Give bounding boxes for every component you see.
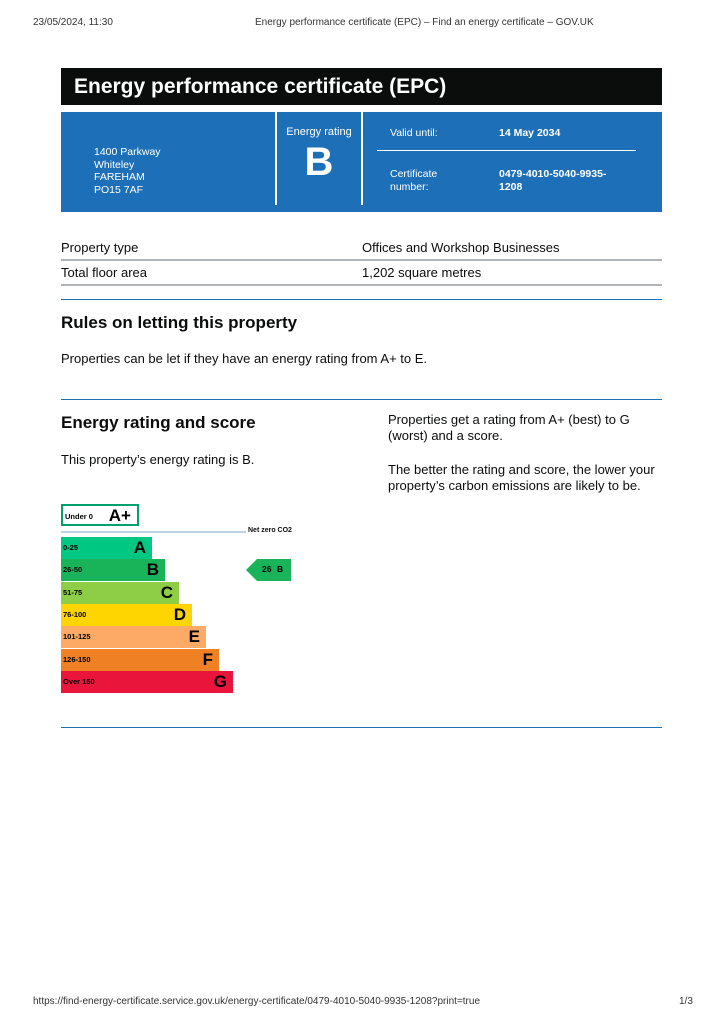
- property-address: [94, 146, 161, 196]
- valid-until-label: Valid until:: [390, 127, 438, 139]
- current-letter: B: [277, 564, 284, 574]
- energy-rating-label: Energy rating: [286, 126, 352, 138]
- band-letter: A: [133, 538, 146, 557]
- summary-row-floor-area: [61, 259, 662, 286]
- band-b: [61, 559, 165, 581]
- band-letter: F: [202, 649, 213, 669]
- section-divider: [61, 727, 662, 728]
- band-g: [61, 671, 233, 693]
- energy-rating-value: B: [304, 140, 334, 184]
- print-datetime: 23/05/2024, 11:30: [33, 17, 113, 28]
- band-letter: C: [160, 582, 173, 602]
- print-page-number: 1/3: [679, 996, 693, 1007]
- energy-rating-scale: [61, 504, 301, 694]
- address-line-1: 1400 Parkway: [94, 146, 161, 158]
- certificate-number-label: [390, 168, 437, 193]
- rating-explanation-1: Properties get a rating from A+ (best) to G (worst) and a score.: [388, 412, 630, 443]
- valid-until-value: 14 May 2034: [499, 127, 561, 139]
- band-a-plus: [61, 504, 139, 526]
- certificate-number-line-2: 1208: [499, 180, 523, 193]
- band-letter: G: [213, 671, 227, 691]
- summary-value: 1,202 square metres: [362, 265, 482, 280]
- rating-explanation-2: The better the rating and score, the lower your property’s carbon emissions are likely to be.: [388, 462, 655, 493]
- certificate-number-value: [499, 168, 606, 193]
- certificate-label-line-1: Certificate: [390, 168, 438, 180]
- panel-separator: [377, 150, 636, 151]
- band-d: [61, 604, 192, 626]
- print-page-title: Energy performance certificate (EPC) – Find an energy certificate – GOV.UK: [255, 17, 594, 28]
- band-range: 51-75: [63, 587, 83, 597]
- current-rating-marker: [246, 559, 291, 581]
- band-range: 26-50: [63, 565, 83, 575]
- certificate-label-line-2: number:: [390, 180, 429, 193]
- band-letter: A+: [108, 506, 131, 525]
- net-zero-label: Net zero CO2: [248, 527, 292, 534]
- current-score: 26: [262, 564, 272, 574]
- certificate-number-line-1: 0479-4010-5040-9935-: [499, 168, 607, 180]
- band-letter: B: [146, 560, 159, 580]
- summary-value: Offices and Workshop Businesses: [362, 240, 560, 255]
- band-letter: D: [173, 604, 186, 624]
- band-range: Under 0: [65, 512, 93, 521]
- address-line-4: PO15 7AF: [94, 183, 144, 196]
- band-e: [61, 626, 206, 648]
- summary-row-property-type: [61, 234, 662, 261]
- band-f: [61, 649, 219, 671]
- summary-key: Property type: [61, 240, 139, 255]
- print-url: https://find-energy-certificate.service.gov.uk/energy-certificate/0479-4010-5040-9935-1208?print=true: [33, 996, 481, 1007]
- band-range: 126-150: [63, 654, 91, 664]
- rules-heading: Rules on letting this property: [61, 313, 298, 332]
- band-range: Over 150: [63, 676, 95, 686]
- panel-divider: [361, 112, 363, 205]
- rating-heading: Energy rating and score: [61, 413, 256, 432]
- epc-summary-panel: [61, 112, 662, 212]
- band-letter: E: [188, 627, 200, 647]
- band-a: [61, 537, 152, 559]
- section-divider: [61, 299, 662, 300]
- net-zero-line: [61, 531, 246, 533]
- page-title: Energy performance certificate (EPC): [61, 68, 662, 105]
- band-c: [61, 582, 179, 604]
- band-range: 101-125: [63, 632, 91, 642]
- address-line-2: Whiteley: [94, 158, 135, 171]
- band-range: 0-25: [63, 543, 79, 552]
- section-divider: [61, 399, 662, 400]
- rating-text: This property’s energy rating is B.: [61, 452, 255, 467]
- rules-text: Properties can be let if they have an energy rating from A+ to E.: [61, 351, 428, 366]
- band-range: 76-100: [63, 609, 87, 619]
- summary-key: Total floor area: [61, 265, 147, 280]
- address-line-3: FAREHAM: [94, 171, 145, 183]
